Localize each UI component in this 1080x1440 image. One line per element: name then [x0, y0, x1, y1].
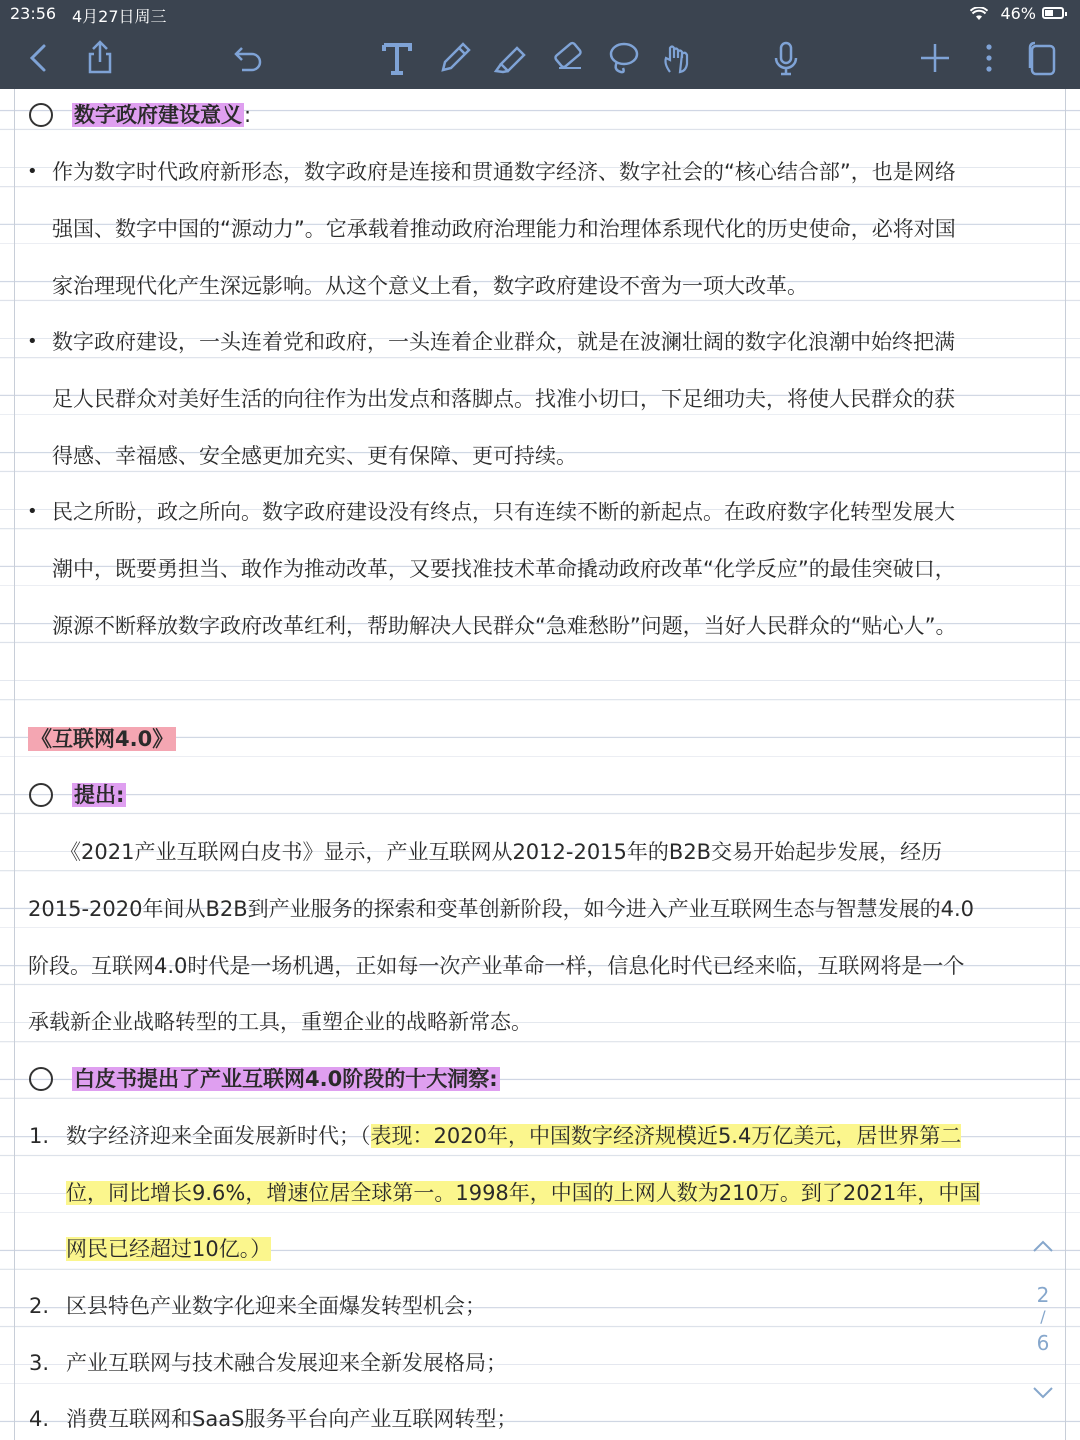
page-total: 6 — [1036, 1331, 1050, 1355]
checkbox-circle[interactable] — [29, 783, 53, 807]
highlighted-text: 位，同比增长9.6%，增速位居全球第一。1998年，中国的上网人数为210万。到了2021年，中国 — [66, 1181, 981, 1205]
paragraph-line: 2015-2020年间从B2B到产业服务的探索和变革创新阶段，如今进入产业互联网生态与智慧发展的4.0 — [28, 897, 975, 921]
battery-icon — [1042, 7, 1064, 19]
bullet-dot: • — [27, 331, 38, 352]
paragraph-line: 得感、幸福感、安全感更加充实、更有保障、更可持续。 — [52, 444, 577, 468]
eraser-icon[interactable] — [547, 38, 587, 78]
paragraph-line: 数字政府建设，一头连着党和政府，一头连着企业群众，就是在波澜壮阔的数字化浪潮中始终把满 — [52, 330, 955, 354]
section-heading — [72, 1059, 500, 1099]
back-icon[interactable] — [18, 38, 58, 78]
note-page[interactable] — [0, 89, 1080, 1440]
list-item: 消费互联网和SaaS服务平台向产业互联网转型； — [66, 1407, 518, 1431]
paragraph-line: 作为数字时代政府新形态，数字政府是连接和贯通数字经济、数字社会的“核心结合部”，也是网络 — [52, 160, 956, 184]
status-time: 23:56 — [10, 4, 57, 23]
pages-icon[interactable] — [1022, 38, 1062, 78]
top-bar — [0, 0, 1080, 89]
hand-icon[interactable] — [658, 38, 698, 78]
paragraph-line: 《2021产业互联网白皮书》显示，产业互联网从2012-2015年的B2B交易开始起步发展，经历 — [60, 840, 943, 864]
heading-text: 白皮书提出了产业互联网4.0阶段的十大洞察: — [74, 1067, 498, 1091]
text-icon[interactable] — [377, 38, 417, 78]
paragraph-line: 阶段。互联网4.0时代是一场机遇，正如每一次产业革命一样，信息化时代已经来临，互联网将是一个 — [28, 954, 965, 978]
list-item-continued — [66, 1229, 271, 1269]
paragraph-line: 足人民群众对美好生活的向往作为出发点和落脚点。找准小切口，下足细功夫，将使人民群众的获 — [52, 387, 955, 411]
list-item: 产业互联网与技术融合发展迎来全新发展格局； — [66, 1351, 507, 1375]
highlighted-text: 网民已经超过10亿。） — [66, 1237, 272, 1261]
list-number: 4. — [29, 1407, 50, 1431]
section-heading — [72, 775, 126, 815]
list-number: 2. — [29, 1294, 50, 1318]
status-date: 4月27日周三 — [72, 7, 167, 26]
more-icon[interactable] — [969, 38, 1009, 78]
bullet-dot: • — [27, 161, 38, 182]
highlighter-icon[interactable] — [491, 38, 531, 78]
section-heading: 数字政府建设意义: — [74, 103, 252, 127]
paragraph-line: 家治理现代化产生深远影响。从这个意义上看，数字政府建设不啻为一项大改革。 — [52, 274, 808, 298]
page-down-icon[interactable] — [1028, 1381, 1058, 1405]
list-item-continued — [66, 1173, 980, 1213]
wifi-icon — [970, 6, 988, 25]
page-up-icon[interactable] — [1028, 1234, 1058, 1258]
list-item: 数字经济迎来全面发展新时代；（表现：2020年，中国数字经济规模近5.4万亿美元，居世界第二 — [66, 1124, 962, 1148]
add-page-icon[interactable] — [915, 38, 955, 78]
checkbox-circle[interactable] — [29, 1067, 53, 1091]
note-title — [28, 719, 176, 759]
highlighted-text: 表现：2020年，中国数字经济规模近5.4万亿美元，居世界第二 — [370, 1124, 962, 1148]
bullet-dot: • — [27, 501, 38, 522]
paragraph-line: 强国、数字中国的“源动力”。它承载着推动政府治理能力和治理体系现代化的历史使命，必将对国 — [52, 217, 956, 241]
paragraph-line: 源源不断释放数字政府改革红利，帮助解决人民群众“急难愁盼”问题，当好人民群众的“贴心人”。 — [52, 614, 957, 638]
paragraph-line: 潮中，既要勇担当、敢作为推动改革，又要找准技术革命撬动政府改革“化学反应”的最佳突破口， — [52, 557, 956, 581]
list-number: 1. — [29, 1124, 50, 1148]
heading-text: 数字政府建设意义 — [74, 103, 242, 127]
list-item: 区县特色产业数字化迎来全面爆发转型机会； — [66, 1294, 486, 1318]
paragraph-line: 承载新企业战略转型的工具，重塑企业的战略新常态。 — [28, 1010, 532, 1034]
battery-percent: 46% — [1000, 4, 1036, 23]
list-number: 3. — [29, 1351, 50, 1375]
share-icon[interactable] — [80, 38, 120, 78]
page-current: 2 — [1036, 1283, 1050, 1307]
pen-icon[interactable] — [435, 38, 475, 78]
undo-icon[interactable] — [228, 38, 268, 78]
lasso-icon[interactable] — [603, 38, 643, 78]
title-text: 《互联网4.0》 — [28, 727, 176, 751]
page-separator: / — [1040, 1307, 1046, 1326]
paragraph-line: 民之所盼，政之所向。数字政府建设没有终点，只有连续不断的新起点。在政府数字化转型发展大 — [52, 500, 955, 524]
heading-text: 提出: — [74, 783, 125, 807]
mic-icon[interactable] — [766, 38, 806, 78]
checkbox-circle[interactable] — [29, 103, 53, 127]
